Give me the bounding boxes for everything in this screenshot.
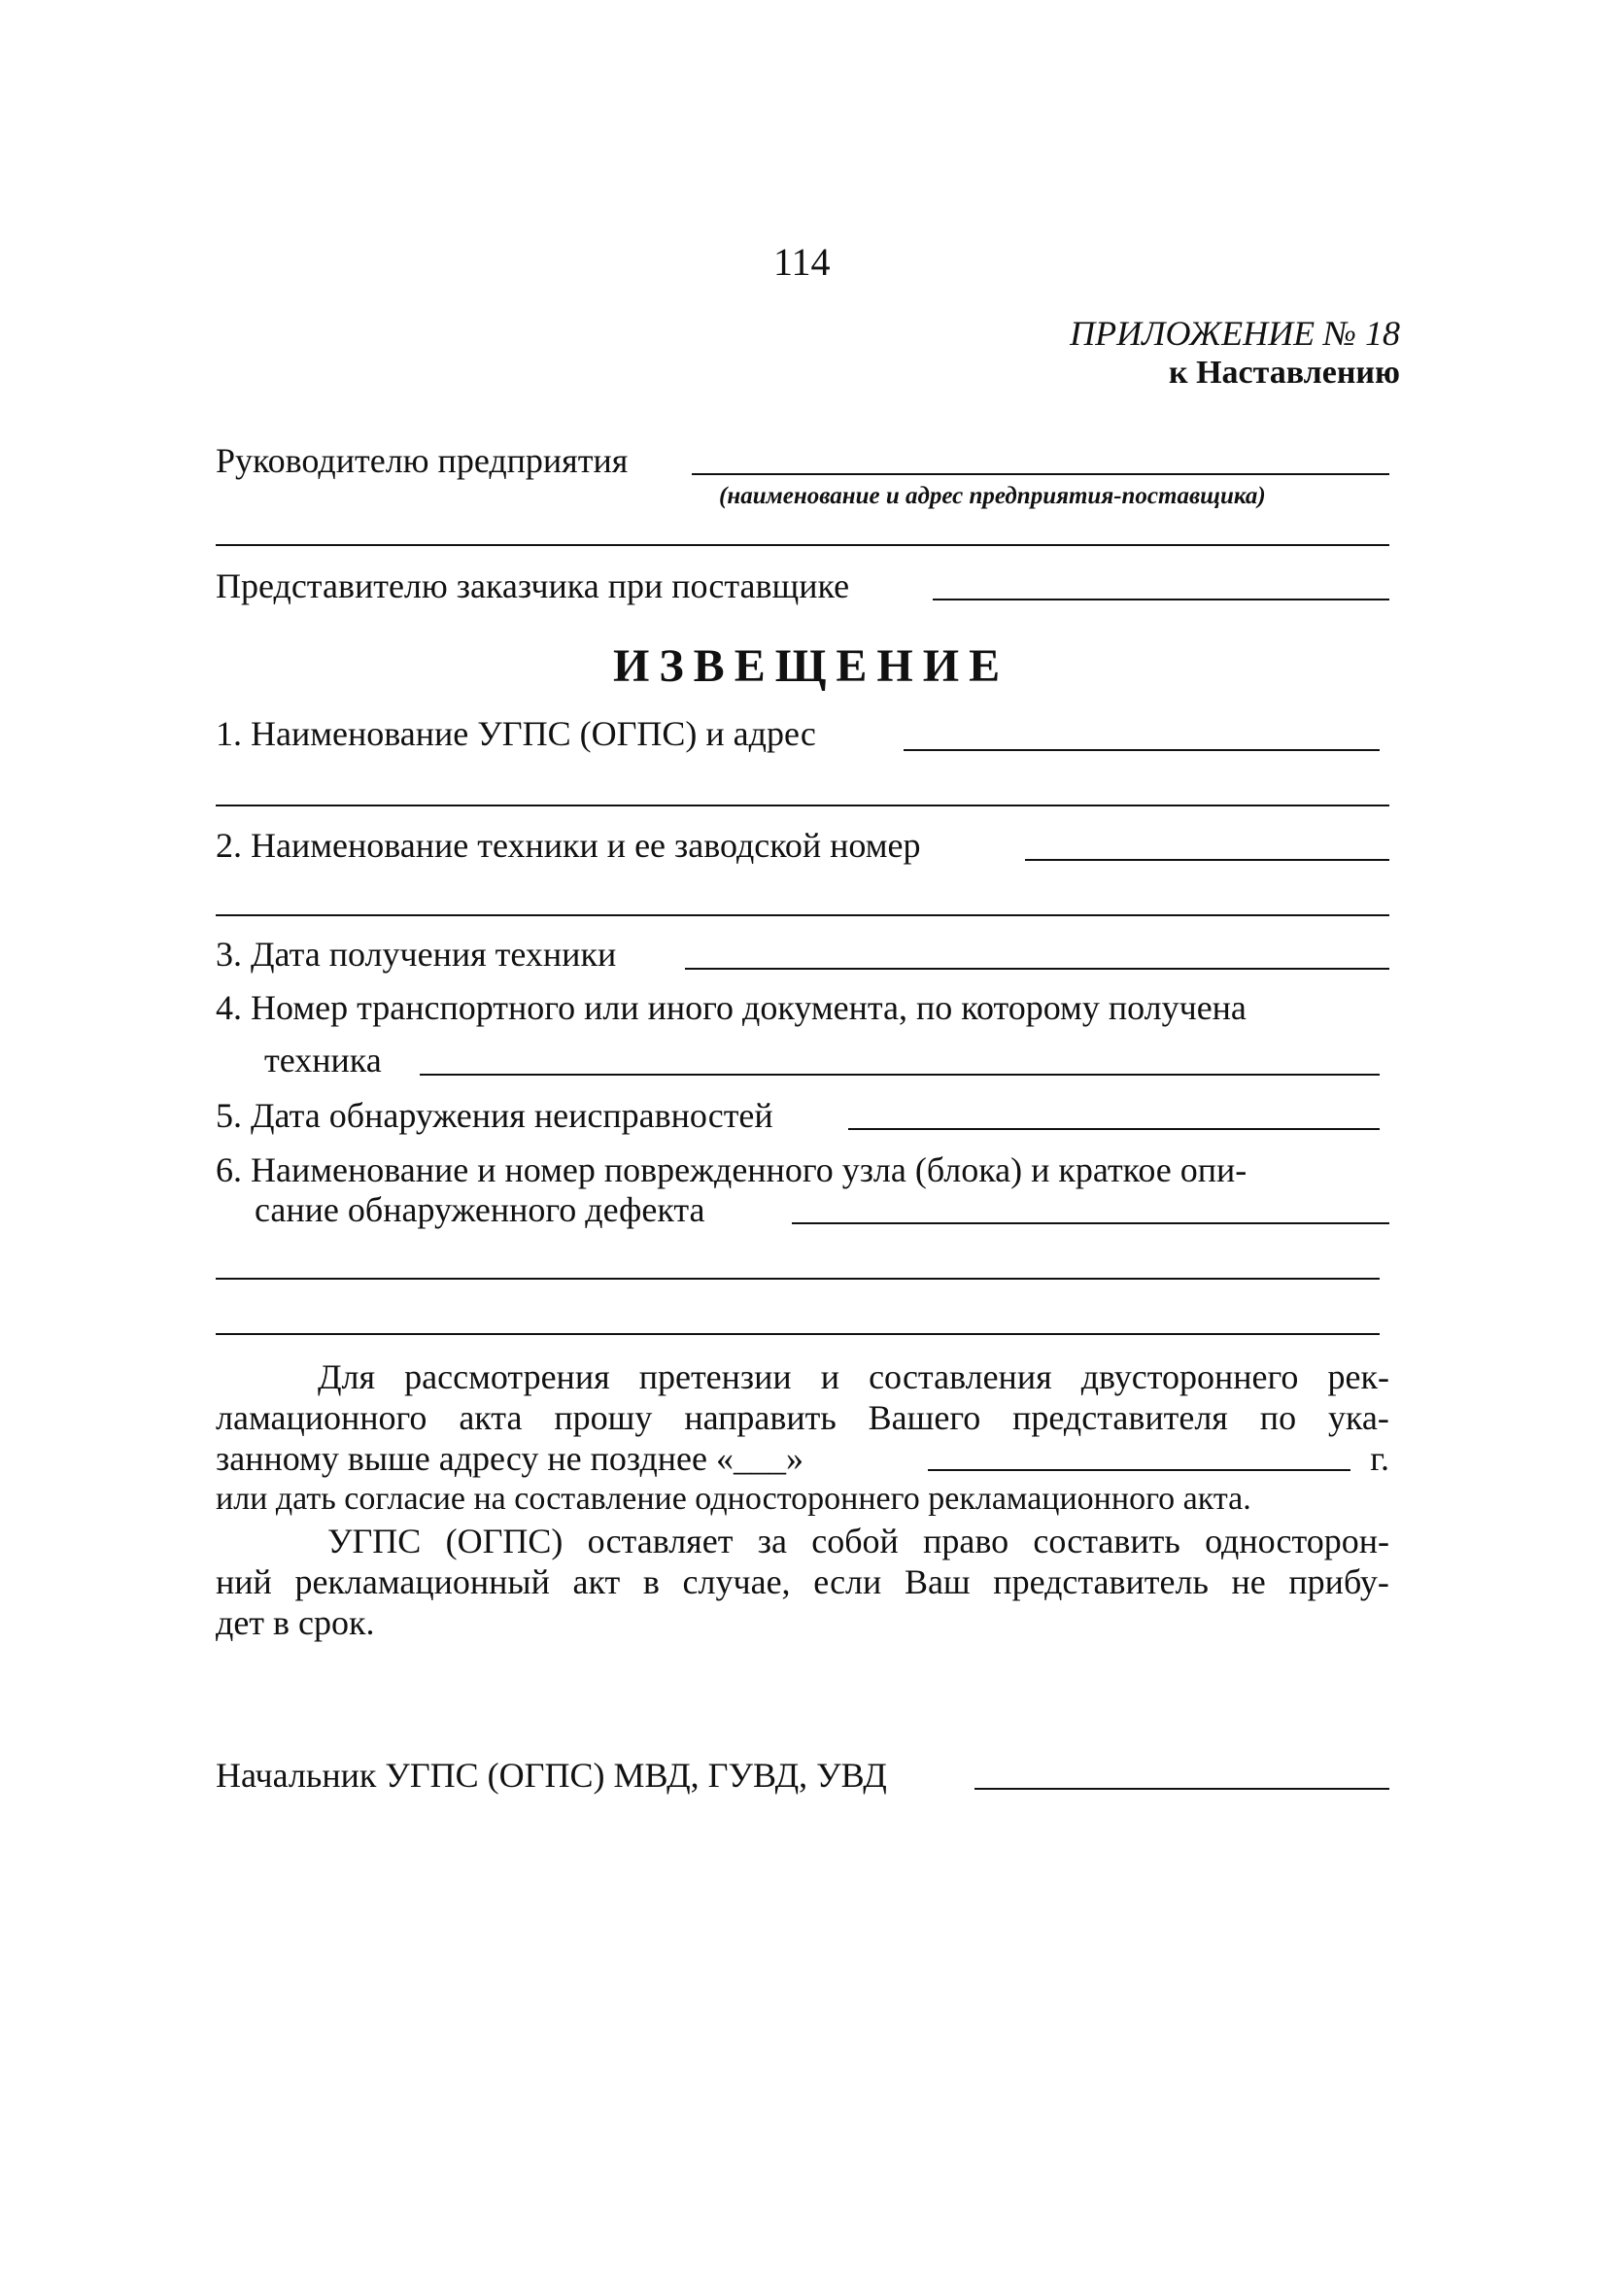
word: за (757, 1522, 787, 1560)
customer-representative-field-line[interactable] (933, 599, 1389, 600)
word: акт (572, 1562, 621, 1601)
word: рекламационный (294, 1562, 550, 1601)
item-1-continuation-line[interactable] (216, 805, 1389, 806)
word: случае, (682, 1562, 791, 1601)
item-3-label: 3. Дата получения техники (216, 935, 617, 974)
item-1-field-line[interactable] (904, 749, 1380, 751)
word: оставляет (587, 1522, 734, 1560)
word: в (642, 1562, 660, 1601)
word: односторон- (1205, 1522, 1389, 1560)
word: по (1259, 1398, 1297, 1437)
word: дет в срок. (216, 1603, 375, 1642)
item-5-field-line[interactable] (848, 1128, 1380, 1130)
item-3-field-line[interactable] (685, 968, 1389, 970)
enterprise-address-field-line[interactable] (216, 544, 1389, 546)
word: (ОГПС) (445, 1522, 564, 1560)
deadline-date-field-line[interactable] (928, 1469, 1350, 1471)
year-abbr: г. (1370, 1439, 1389, 1478)
item-1-label: 1. Наименование УГПС (ОГПС) и адрес (216, 714, 816, 753)
word: ний (216, 1562, 272, 1601)
word: прибу- (1288, 1562, 1389, 1601)
word: представителя (1012, 1398, 1228, 1437)
word: Вашего (868, 1398, 981, 1437)
head-of-enterprise-field-line[interactable] (692, 473, 1389, 475)
item-5-label: 5. Дата обнаружения неисправностей (216, 1096, 773, 1135)
word: не (1231, 1562, 1266, 1601)
word: и (820, 1357, 840, 1396)
appendix-subtitle: к Наставлению (1169, 355, 1400, 391)
word: акта (459, 1398, 523, 1437)
rights-line-1 (216, 1521, 1389, 1561)
word: право (923, 1522, 1009, 1560)
item-6-field-line[interactable] (792, 1222, 1389, 1224)
item-6-label-line2: сание обнаруженного дефекта (255, 1190, 705, 1229)
rights-paragraph (216, 1521, 1389, 1643)
word: Для (318, 1357, 376, 1396)
head-of-enterprise-label: Руководителю предприятия (216, 441, 629, 480)
rights-line-3 (216, 1602, 1389, 1643)
word: рек- (1327, 1357, 1389, 1396)
signature-label: Начальник УГПС (ОГПС) МВД, ГУВД, УВД (216, 1756, 887, 1795)
word: претензии (638, 1357, 792, 1396)
consent-text: или дать согласие на составление одностороннего рекламационного акта. (216, 1481, 1251, 1517)
word: если (813, 1562, 882, 1601)
item-4-label-line1: 4. Номер транспортного или иного документа, по которому получена (216, 988, 1247, 1027)
word: прошу (554, 1398, 653, 1437)
item-4-label-line2: техника (264, 1041, 382, 1079)
item-6-label-line1: 6. Наименование и номер поврежденного узла (блока) и краткое опи- (216, 1150, 1247, 1189)
document-title: ИЗВЕЩЕНИЕ (613, 640, 1010, 692)
item-2-continuation-line[interactable] (216, 914, 1389, 916)
request-line-1 (216, 1356, 1389, 1397)
word: составить (1033, 1522, 1180, 1560)
word: УГПС (327, 1522, 422, 1560)
word: Ваш (904, 1562, 971, 1601)
signature-field-line[interactable] (974, 1788, 1389, 1790)
request-line-2 (216, 1397, 1389, 1438)
deadline-text: занному выше адресу не позднее «___» (216, 1439, 804, 1478)
request-paragraph (216, 1356, 1389, 1520)
item-6-continuation-line-1[interactable] (216, 1278, 1380, 1280)
request-line-4 (216, 1479, 1389, 1520)
word: составления (869, 1357, 1052, 1396)
word: собой (811, 1522, 899, 1560)
customer-representative-label: Представителю заказчика при поставщике (216, 566, 850, 605)
word: направить (684, 1398, 837, 1437)
page-number: 114 (773, 240, 831, 284)
item-4-field-line[interactable] (420, 1074, 1380, 1076)
word: рассмотрения (404, 1357, 610, 1396)
rights-line-2 (216, 1561, 1389, 1602)
item-2-label: 2. Наименование техники и ее заводской номер (216, 826, 921, 865)
item-6-continuation-line-2[interactable] (216, 1333, 1380, 1335)
request-line-3 (216, 1438, 1389, 1479)
enterprise-caption: (наименование и адрес предприятия-поставщика) (719, 483, 1266, 509)
word: двустороннего (1080, 1357, 1299, 1396)
word: представитель (993, 1562, 1209, 1601)
word: ламационного (216, 1398, 427, 1437)
word: ука- (1327, 1398, 1389, 1437)
item-2-field-line[interactable] (1025, 859, 1389, 861)
appendix-title: ПРИЛОЖЕНИЕ № 18 (1070, 314, 1400, 353)
